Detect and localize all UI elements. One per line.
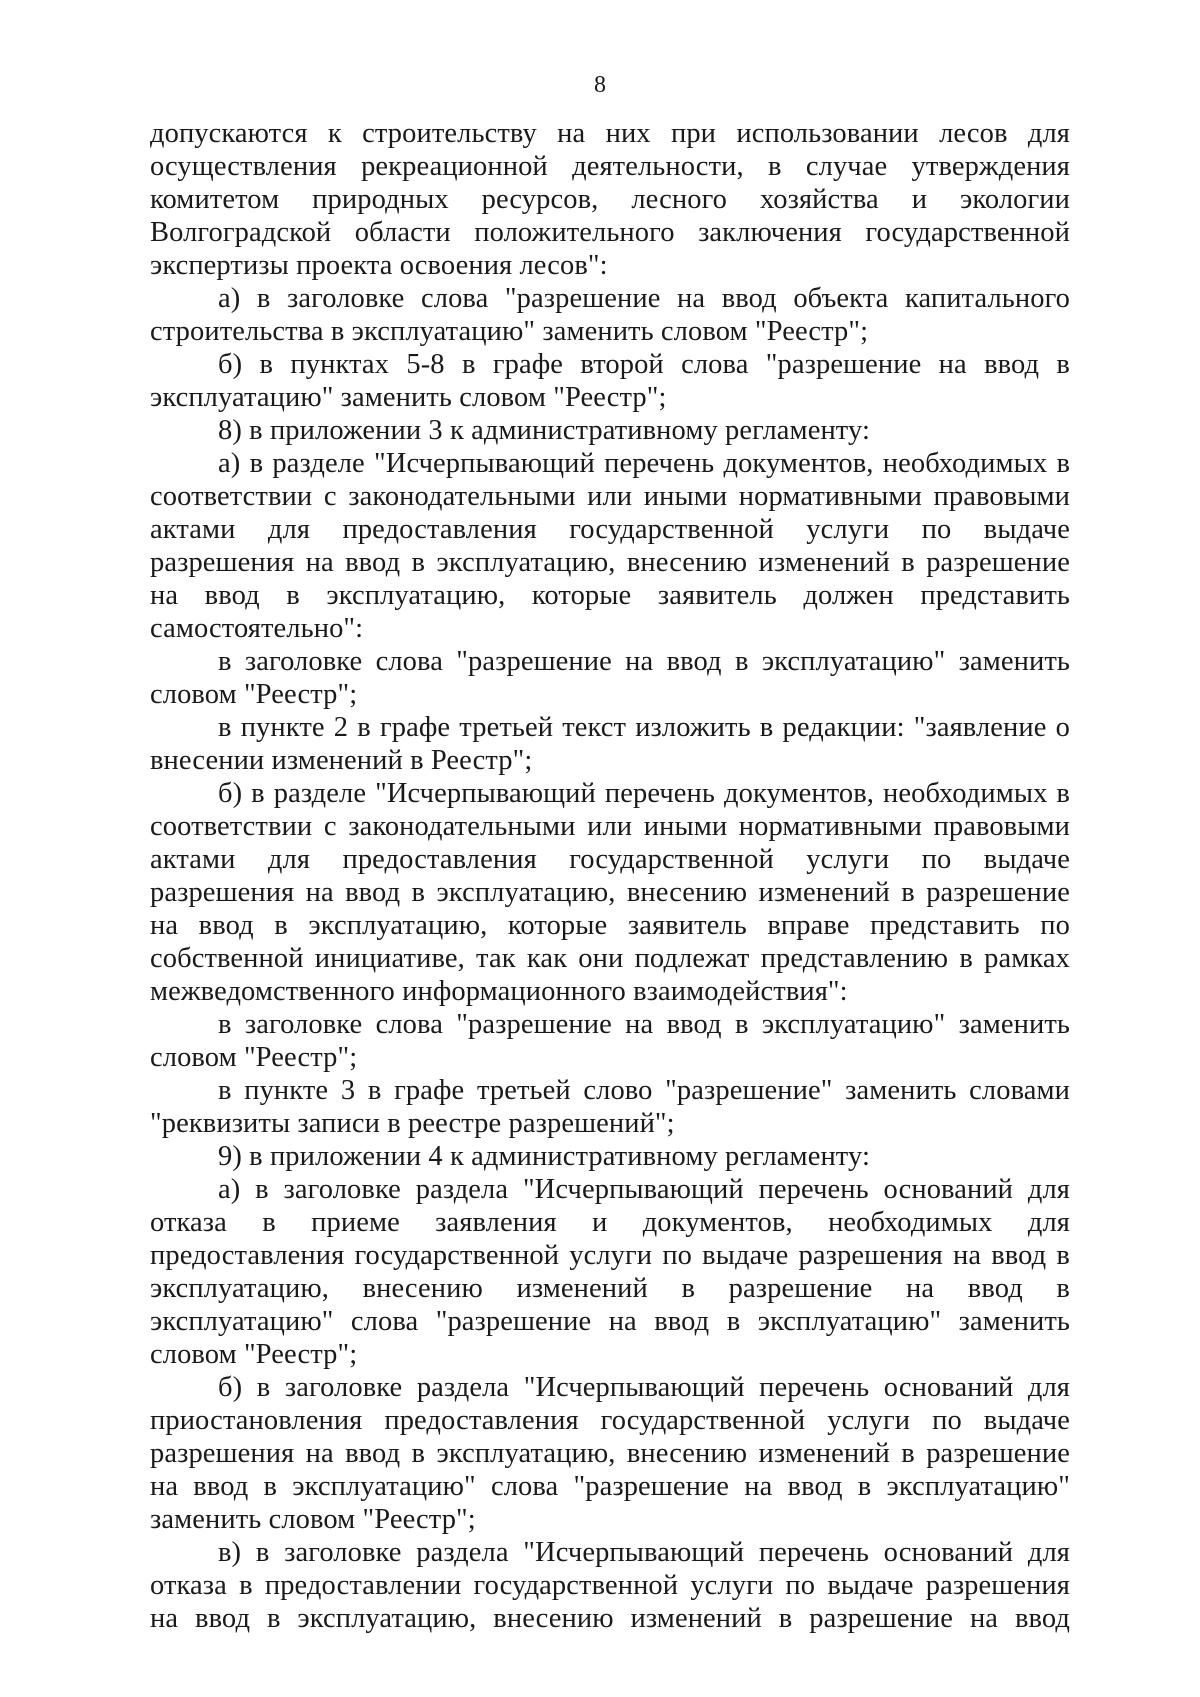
paragraph: 9) в приложении 4 к административному регламенту: <box>218 1141 870 1172</box>
page-number: 8 <box>594 72 606 98</box>
paragraph: а) в заголовке раздела "Исчерпывающий перечень оснований для отказа в приеме заявления и документов, необходимых для предоставления государственной услуги по выдаче разрешения на ввод в эксплуатацию, внесению изменений в разрешение на ввод в эксплуатацию" слова "разрешение на ввод в эксплуатацию" заменить словом "Реестр"; <box>150 1174 1070 1370</box>
paragraph: в заголовке слова "разрешение на ввод в эксплуатацию" заменить словом "Реестр"; <box>150 646 1070 710</box>
paragraph: 8) в приложении 3 к административному регламенту: <box>218 415 870 446</box>
paragraph: допускаются к строительству на них при использовании лесов для осуществления рекреационной деятельности, в случае утверждения комитетом природных ресурсов, лесного хозяйства и экологии Волгоградской области положительного заключения государственной экспертизы проекта освоения лесов": <box>150 118 1070 281</box>
paragraph: а) в заголовке слова "разрешение на ввод объекта капитального строительства в эксплуатацию" заменить словом "Реестр"; <box>150 283 1070 347</box>
paragraph: а) в разделе "Исчерпывающий перечень документов, необходимых в соответствии с законодательными или иными нормативными правовыми актами для предоставления государственной услуги по выдаче разрешения на ввод в эксплуатацию, внесению изменений в разрешение на ввод в эксплуатацию, которые заявитель должен представить самостоятельно": <box>150 448 1070 644</box>
paragraph: б) в разделе "Исчерпывающий перечень документов, необходимых в соответствии с законодательными или иными нормативными правовыми актами для предоставления государственной услуги по выдаче разрешения на ввод в эксплуатацию, внесению изменений в разрешение на ввод в эксплуатацию, которые заявитель вправе представить по собственной инициативе, так как они подлежат представлению в рамках межведомственного информационного взаимодействия": <box>150 778 1070 1007</box>
paragraph: б) в заголовке раздела "Исчерпывающий перечень оснований для приостановления предоставления государственной услуги по выдаче разрешения на ввод в эксплуатацию, внесению изменений в разрешение на ввод в эксплуатацию" слова "разрешение на ввод в эксплуатацию" заменить словом "Реестр"; <box>150 1372 1070 1535</box>
paragraph: б) в пунктах 5-8 в графе второй слова "разрешение на ввод в эксплуатацию" заменить словом "Реестр"; <box>150 349 1070 413</box>
paragraph: в пункте 3 в графе третьей слово "разрешение" заменить словами "реквизиты записи в реестре разрешений"; <box>150 1075 1070 1139</box>
document-body <box>150 117 1070 1635</box>
paragraph: в заголовке слова "разрешение на ввод в эксплуатацию" заменить словом "Реестр"; <box>150 1009 1070 1073</box>
paragraph: в пункте 2 в графе третьей текст изложить в редакции: "заявление о внесении изменений в Реестр"; <box>150 712 1070 776</box>
paragraph: в) в заголовке раздела "Исчерпывающий перечень оснований для отказа в предоставлении государственной услуги по выдаче разрешения на ввод в эксплуатацию, внесению изменений в разрешение на ввод <box>150 1537 1070 1634</box>
